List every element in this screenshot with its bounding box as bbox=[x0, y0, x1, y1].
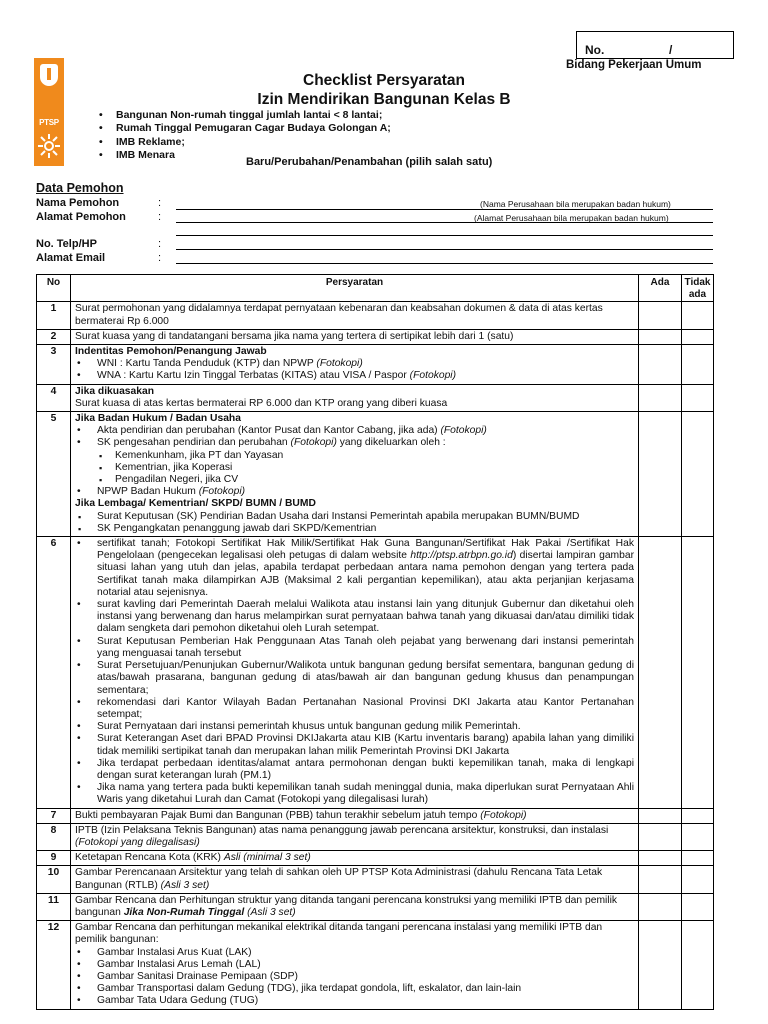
table-row bbox=[37, 537, 714, 808]
requirement-text: Gambar Rencana dan Perhitungan struktur yang ditanda tangani perencana konstruksi yang memiliki IPTB dan pemilik bangunan bbox=[75, 894, 618, 918]
list-item: • IMB Menara bbox=[96, 149, 391, 162]
applicant-section-title: Data Pemohon bbox=[36, 181, 124, 195]
page-title: Checklist Persyaratan bbox=[303, 72, 465, 89]
item-text: WNA : Kartu Kartu Izin Tinggal Terbatas (KITAS) atau VISA / Paspor bbox=[97, 370, 410, 382]
available-checkbox[interactable] bbox=[639, 921, 682, 1009]
table-row bbox=[37, 302, 714, 329]
sub-list-item: ▪ Kemenkunham, jika PT dan Yayasan bbox=[75, 450, 634, 462]
requirement-text: Bukti pembayaran Pajak Bumi dan Bangunan (PBB) tahun terakhir sebelum jatuh tempo bbox=[75, 809, 481, 821]
list-item: • Surat Pernyataan dari instansi pemerintah khusus untuk bangunan gedung milik Pemerintah. bbox=[75, 721, 634, 733]
applicant-address-hint: (Alamat Perusahaan bila merupakan badan hukum) bbox=[474, 213, 669, 223]
applicant-name-label: Nama Pemohon bbox=[36, 197, 120, 209]
requirement-cell bbox=[71, 412, 639, 537]
requirement-text: Ketetapan Rencana Kota (KRK) bbox=[75, 852, 224, 864]
table-row bbox=[37, 921, 714, 1009]
table-row bbox=[37, 893, 714, 920]
requirement-text: Surat permohonan yang didalamnya terdapat pernyataan kebenaran dan keabsahan dokumen & data di atas kertas bermaterai Rp 6.000 bbox=[75, 303, 603, 327]
not-available-checkbox[interactable] bbox=[682, 851, 714, 866]
row-number: 11 bbox=[37, 893, 71, 920]
item-note: (Fotokopi) bbox=[316, 358, 363, 370]
requirement-cell bbox=[71, 329, 639, 344]
list-item: • Jika terdapat perbedaan identitas/alamat antara permohonan dengan bukti kepemilikan tanah, maka di lengkapi dengan surat keterangan lurah (PM.1) bbox=[75, 758, 634, 782]
requirement-cell bbox=[71, 384, 639, 411]
available-checkbox[interactable] bbox=[639, 345, 682, 385]
requirement-note: (Fotokopi yang dilegalisasi) bbox=[75, 836, 200, 848]
requirement-cell bbox=[71, 808, 639, 823]
column-header-available: Ada bbox=[639, 275, 682, 302]
row-number: 6 bbox=[37, 537, 71, 808]
requirement-text: Surat kuasa di atas kertas bermaterai RP 6.000 dan KTP orang yang diberi kuasa bbox=[75, 397, 448, 409]
item-note: (Fotokopi) bbox=[290, 437, 337, 449]
sun-emblem-icon bbox=[37, 132, 61, 160]
row-number: 12 bbox=[37, 921, 71, 1009]
requirement-heading: Jika Lembaga/ Kementrian/ SKPD/ BUMN / BUMD bbox=[75, 498, 316, 510]
available-checkbox[interactable] bbox=[639, 866, 682, 893]
requirement-note: Asli (minimal 3 set) bbox=[223, 852, 311, 864]
department-label: Bidang Pekerjaan Umum bbox=[566, 59, 702, 71]
available-checkbox[interactable] bbox=[639, 537, 682, 808]
table-header-row bbox=[37, 275, 714, 302]
list-item bbox=[75, 486, 634, 498]
item-text: Akta pendirian dan perubahan (Kantor Pusat dan Kantor Cabang, jika ada) bbox=[97, 425, 441, 437]
row-number: 9 bbox=[37, 851, 71, 866]
not-available-checkbox[interactable] bbox=[682, 537, 714, 808]
list-item bbox=[75, 437, 634, 449]
not-available-checkbox[interactable] bbox=[682, 921, 714, 1009]
list-item bbox=[75, 425, 634, 437]
website-link[interactable]: http://ptsp.atrbpn.go.id bbox=[410, 550, 513, 562]
column-header-not-available: Tidak ada bbox=[682, 275, 714, 302]
applicant-name-hint: (Nama Perusahaan bila merupakan badan hukum) bbox=[480, 199, 671, 209]
applicant-name-field[interactable] bbox=[176, 209, 713, 210]
item-note: (Fotokopi) bbox=[440, 425, 487, 437]
list-item: • Gambar Instalasi Arus Lemah (LAL) bbox=[75, 959, 634, 971]
column-header-no: No bbox=[37, 275, 71, 302]
number-label: No. bbox=[585, 43, 605, 57]
row-number: 2 bbox=[37, 329, 71, 344]
requirements-table bbox=[36, 274, 714, 1010]
list-item: • IMB Reklame; bbox=[96, 136, 391, 149]
available-checkbox[interactable] bbox=[639, 851, 682, 866]
requirement-text: Gambar Rencana dan perhitungan mekanikal elektrikal ditanda tangani perencana instalasi yang memiliki IPTB dan pemilik bangunan: bbox=[75, 922, 603, 946]
requirement-cell bbox=[71, 823, 639, 850]
list-item: • rekomendasi dari Kantor Wilayah Badan Pertanahan Nasional Provinsi DKI Jakarta atau Kantor Pertanahan setempat; bbox=[75, 697, 634, 721]
list-item: • Surat Keputusan Pemberian Hak Penggunaan Atas Tanah oleh pejabat yang berwenang dari instansi pemerintah yang menguasai tanah tersebut bbox=[75, 636, 634, 660]
colon: : bbox=[158, 197, 162, 209]
available-checkbox[interactable] bbox=[639, 808, 682, 823]
table-row bbox=[37, 345, 714, 385]
applicant-address-label: Alamat Pemohon bbox=[36, 211, 126, 223]
available-checkbox[interactable] bbox=[639, 302, 682, 329]
not-available-checkbox[interactable] bbox=[682, 893, 714, 920]
not-available-checkbox[interactable] bbox=[682, 823, 714, 850]
sub-list-item: ▪ Kementrian, jika Koperasi bbox=[75, 462, 634, 474]
number-slash: / bbox=[669, 43, 673, 57]
not-available-checkbox[interactable] bbox=[682, 808, 714, 823]
list-item: • Gambar Tata Udara Gedung (TUG) bbox=[75, 995, 634, 1007]
item-text: ) disertai lampiran gambar situasi lahan yang utuh dan jelas, apabila terdapat perbedaan antara nama pemohon dengan yang tertera pada Sertifikat tanah maka dilampirkan AJB (Maksimal 2 kali pergantian kepemilikan), atau akta perjanjian kerjasama notarial atau sejenisnya. bbox=[97, 550, 634, 598]
available-checkbox[interactable] bbox=[639, 329, 682, 344]
item-text: NPWP Badan Hukum bbox=[97, 486, 199, 498]
not-available-checkbox[interactable] bbox=[682, 345, 714, 385]
table-row bbox=[37, 851, 714, 866]
available-checkbox[interactable] bbox=[639, 384, 682, 411]
requirement-condition: Jika Non-Rumah Tinggal bbox=[123, 906, 245, 918]
requirement-heading: Jika dikuasakan bbox=[75, 385, 154, 397]
row-number: 4 bbox=[37, 384, 71, 411]
requirement-text: IPTB (Izin Pelaksana Teknis Bangunan) atas nama penanggung jawab perencana arsitektur, konstruksi, dan instalasi bbox=[75, 824, 609, 836]
table-row bbox=[37, 384, 714, 411]
row-number: 1 bbox=[37, 302, 71, 329]
list-item bbox=[75, 358, 634, 370]
requirement-note: (Asli 3 set) bbox=[244, 906, 296, 918]
colon: : bbox=[158, 211, 162, 223]
list-item: • Surat Keterangan Aset dari BPAD Provinsi DKIJakarta atau KIB (Kartu inventaris barang) apabila lahan yang dimiliki tidak memiliki sertipikat tanah dan merupakan lahan milik Pemerintah Provinsi DKI Jakarta bbox=[75, 733, 634, 757]
list-item: • Bangunan Non-rumah tinggal jumlah lantai < 8 lantai; bbox=[96, 109, 391, 122]
list-item: • Jika nama yang tertera pada bukti kepemilikan tanah sudah meninggal dunia, maka diperlukan surat Pernyataan Ahli Waris yang diketahui Lurah dan Camat (Fotokopi yang dilegalisasi lurah) bbox=[75, 782, 634, 806]
requirement-note: (Fotokopi) bbox=[480, 809, 527, 821]
phone-field[interactable] bbox=[176, 249, 713, 250]
requirement-heading: Jika Badan Hukum / Badan Usaha bbox=[75, 413, 241, 425]
row-number: 8 bbox=[37, 823, 71, 850]
table-row bbox=[37, 329, 714, 344]
list-item: ▪ Surat Keputusan (SK) Pendirian Badan Usaha dari Instansi Pemerintah apabila merupakan BUMN/BUMD bbox=[75, 511, 634, 523]
list-item: • Gambar Instalasi Arus Kuat (LAK) bbox=[75, 947, 634, 959]
not-available-checkbox[interactable] bbox=[682, 412, 714, 537]
item-note: (Fotokopi) bbox=[198, 486, 246, 498]
not-available-checkbox[interactable] bbox=[682, 302, 714, 329]
item-text: WNI : Kartu Tanda Penduduk (KTP) dan NPWP bbox=[97, 358, 317, 370]
table-row bbox=[37, 412, 714, 537]
building-type-list bbox=[96, 109, 391, 162]
applicant-address-field-2[interactable] bbox=[176, 235, 713, 236]
colon: : bbox=[158, 252, 162, 264]
available-checkbox[interactable] bbox=[639, 893, 682, 920]
requirement-cell bbox=[71, 345, 639, 385]
table-row bbox=[37, 808, 714, 823]
item-text: yang dikeluarkan oleh : bbox=[336, 437, 446, 449]
list-item: ▪ SK Pengangkatan penanggung jawab dari SKPD/Kementrian bbox=[75, 523, 634, 535]
not-available-checkbox[interactable] bbox=[682, 384, 714, 411]
available-checkbox[interactable] bbox=[639, 823, 682, 850]
requirement-text bbox=[71, 302, 639, 329]
item-text: SK pengesahan pendirian dan perubahan bbox=[97, 437, 291, 449]
sub-list-item: ▪ Pengadilan Negeri, jika CV bbox=[75, 474, 634, 486]
item-note: (Fotokopi) bbox=[409, 370, 457, 382]
list-item bbox=[75, 538, 634, 599]
available-checkbox[interactable] bbox=[639, 412, 682, 537]
table-row bbox=[37, 866, 714, 893]
table-row bbox=[37, 823, 714, 850]
requirement-cell bbox=[71, 921, 639, 1009]
column-header-requirement: Persyaratan bbox=[71, 275, 639, 302]
colon: : bbox=[158, 238, 162, 250]
requirement-cell bbox=[71, 893, 639, 920]
not-available-checkbox[interactable] bbox=[682, 329, 714, 344]
not-available-checkbox[interactable] bbox=[682, 866, 714, 893]
row-number: 3 bbox=[37, 345, 71, 385]
list-item: • Gambar Transportasi dalam Gedung (TDG), jika terdapat gondola, lift, eskalator, dan lain-lain bbox=[75, 983, 634, 995]
email-field[interactable] bbox=[176, 263, 713, 264]
item-text: sertifikat tanah; Fotokopi Sertifikat Hak Milik/Sertifikat Hak Guna Bangunan/Sertifikat Hak Pakai /Sertifikat Hak Pengelolaan (pengecekan legalisasi oleh petugas di dalam website bbox=[97, 538, 634, 562]
phone-label: No. Telp/HP bbox=[36, 238, 97, 250]
document-number-box bbox=[576, 31, 734, 59]
requirement-note: (Asli 3 set) bbox=[160, 879, 210, 891]
application-type-note: Baru/Perubahan/Penambahan (pilih salah satu) bbox=[246, 156, 493, 168]
requirement-text: Gambar Perencanaan Arsitektur yang telah di sahkan oleh UP PTSP Kota Administrasi (dahulu Rencana Tata Letak Bangunan (RTLB) bbox=[75, 867, 603, 891]
list-item bbox=[75, 370, 634, 382]
row-number: 10 bbox=[37, 866, 71, 893]
requirement-cell bbox=[71, 866, 639, 893]
requirement-text: Surat kuasa yang di tandatangani bersama jika nama yang tertera di sertipikat lebih dari 1 (satu) bbox=[75, 330, 514, 342]
row-number: 7 bbox=[37, 808, 71, 823]
logo-text: PTSP bbox=[39, 118, 59, 127]
list-item: • Rumah Tinggal Pemugaran Cagar Budaya Golongan A; bbox=[96, 122, 391, 135]
row-number: 5 bbox=[37, 412, 71, 537]
email-label: Alamat Email bbox=[36, 252, 106, 264]
requirement-cell bbox=[71, 537, 639, 808]
page-subtitle: Izin Mendirikan Bangunan Kelas B bbox=[257, 91, 511, 108]
requirement-heading: Indentitas Pemohon/Penangung Jawab bbox=[75, 346, 267, 358]
list-item: • surat kavling dari Pemerintah Daerah melalui Walikota atau instansi lain yang ditunjuk Gubernur dan diketahui oleh instansi yang berwenang dan harus melampirkan surat pernyataan bahwa tanah yang dikuasai dan/atau dimiliki tidak dalam sengketa dari pemohon diketahui oleh Lurah setempat. bbox=[75, 599, 634, 636]
requirement-cell bbox=[71, 851, 639, 866]
list-item: • Surat Persetujuan/Penunjukan Gubernur/Walikota untuk bangunan gedung bersifat sementara, bangunan gedung di atas/bawah prasarana, bangunan gedung di atas/bawah air dan bangunan gedung khusus dan penampungan sementara; bbox=[75, 660, 634, 697]
list-item: • Gambar Sanitasi Drainase Pemipaan (SDP) bbox=[75, 971, 634, 983]
